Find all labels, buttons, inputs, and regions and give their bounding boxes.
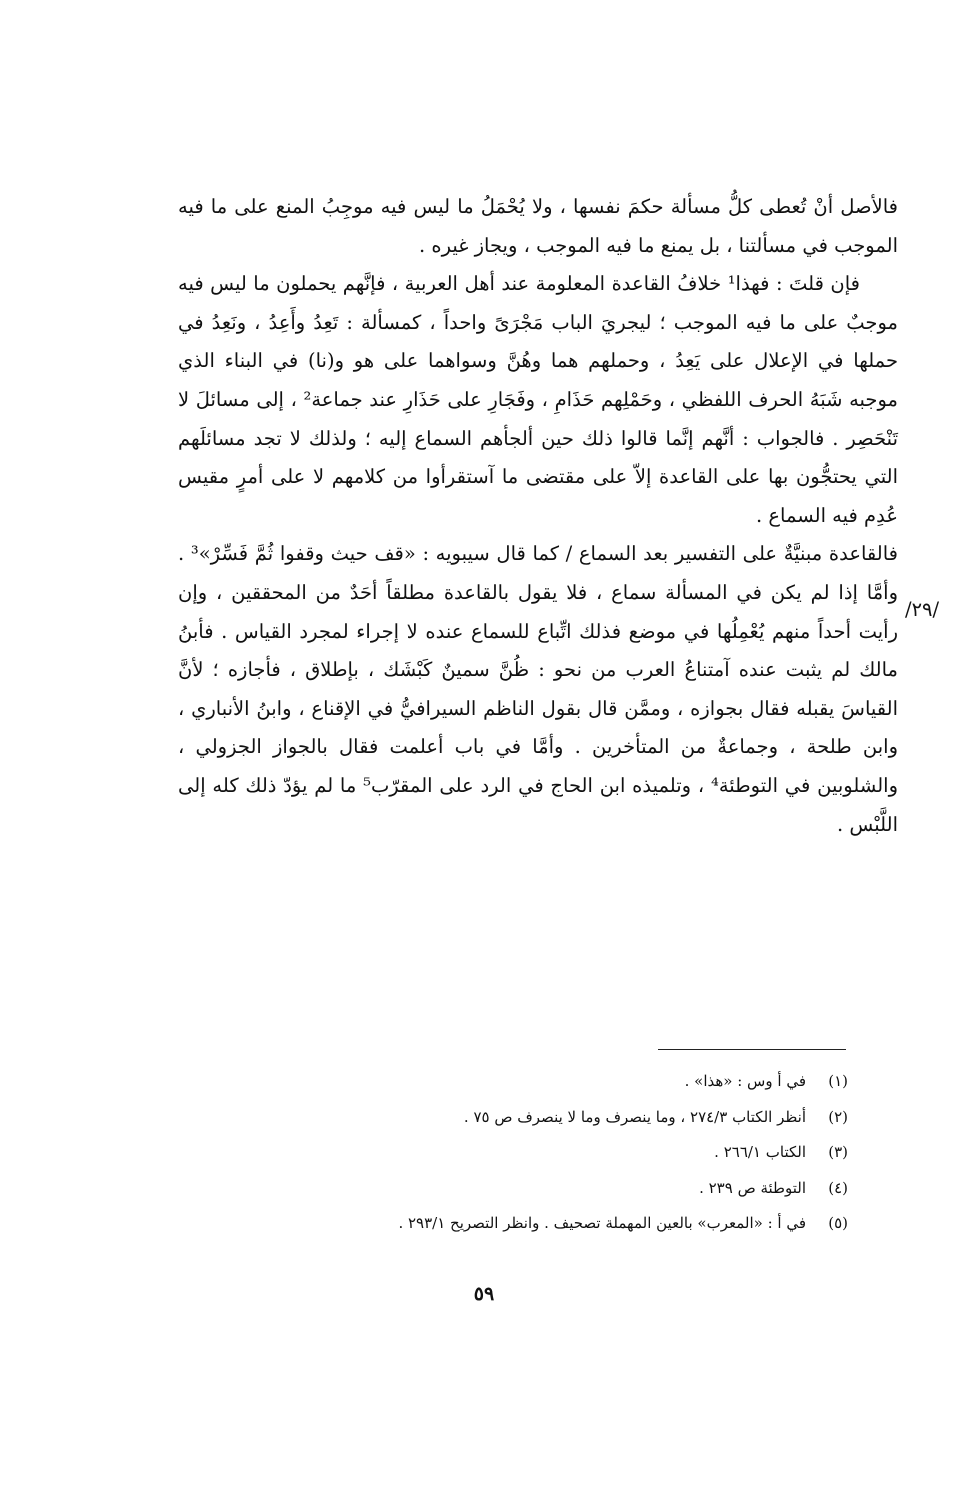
footnote-number: (٥) (828, 1214, 848, 1232)
paragraph-3: فالقاعدة مبنيَّةٌ على التفسير بعد السماع / كما قال سيبويه : «قف حيث وقفوا ثُمَّ فَسِّرْ»³ . وأمَّا إذا لم يكن في المسألة سماع ، فلا يقول بالقاعدة مطلقاً أحَدٌ من المحققين ، وإن رأيت أحداً منهم يُعْمِلُها في موضع فذلك اتِّباع للسماع عنده لا إجراء لمجرد القياس . فأبنُ مالك لم يثبت عنده آمتناعُ العرب من نحو : ظُنَّ سمينٌ كَبْشَك ، بإطلاق ، فأجازه ؛ لأنَّ القياسَ يقبله فقال بجوازه ، وممَّن قال بقول الناظم السيرافيُّ في الإقناع ، وابنُ الأنباري ، وابن طلحة ، وجماعةٌ من المتأخرين . وأمَّا في باب أعلمت فقال بالجواز الجزولي ، والشلوبين في التوطئة⁴ ، وتلميذه ابن الحاج في الرد على المقرّب⁵ ما لم يؤدّ ذلك كله إلى اللَّبْس . (178, 542, 899, 836)
footnote-number: (١) (828, 1072, 848, 1090)
footnote-text: أنظر الكتاب ٢٧٤/٣ ، وما ينصرف وما لا ينصرف ص ٧٥ . (463, 1107, 806, 1126)
footnote-text: في أ وس : «هذا» . (684, 1072, 806, 1090)
footnote-text: الكتاب ٢٦٦/١ . (714, 1143, 806, 1161)
footnote-number: (٤) (828, 1178, 848, 1197)
footnote-1 (300, 1064, 848, 1100)
footnote-2 (300, 1100, 848, 1136)
footnote-5 (300, 1206, 848, 1242)
footnote-text: في أ : «المعرب» بالعين المهملة تصحيف . وانظر التصريح ٢٩٣/١ . (398, 1214, 806, 1232)
footnote-divider (658, 1049, 846, 1050)
footnote-number: (٣) (828, 1143, 848, 1161)
paragraph-2: فإن قلتَ : فهذا¹ خلافُ القاعدة المعلومة عند أهل العربية ، فإنَّهم يحملون ما ليس فيه موجبٌ على ما فيه الموجب ؛ ليجريَ الباب مَجْرَىً واحداً ، كمسألة : تَعِدُ وأَعِدُ ، ونَعِدُ في حملها في الإعلال على يَعِدُ ، وحملهم هما وهُنَّ وسواهما على هو و(نا) في البناء الذي موجبه شَبَهُ الحرف اللفظي ، وحَمْلِهم حَذَامِ ، وفَجَارِ على حَذَارِ عند جماعة² ، إلى مسائلَ لا تَنْحَصِر . فالجواب : أنَّهم إنَّما قالوا ذلك حين ألجأهم السماع إليه ؛ ولذلك لا تجد مسائلَهم التي يحتجُّون بها على القاعدة إلاّ على مقتضى ما آستقرأوا من كلامهم لا على أمرٍ مقيس عُدِم فيه السماع . (178, 272, 898, 527)
footnote-text: التوطئة ص ٢٣٩ . (699, 1178, 806, 1197)
body-text (178, 188, 898, 844)
margin-folio-note: /٢٩/ (905, 598, 940, 621)
footnote-number: (٢) (828, 1107, 848, 1126)
footnotes (300, 1064, 848, 1242)
paragraph-1: فالأصل أنْ تُعطى كلُّ مسألة حكمَ نفسها ، ولا يُحْمَلُ ما ليس فيه موجِبُ المنع على ما فيه الموجب في مسألتنا ، بل يمنع ما فيه الموجب ، ويجاز غيره . (178, 195, 898, 257)
footnote-3 (300, 1135, 848, 1171)
page-number: ٥٩ (473, 1283, 495, 1305)
footnote-4 (300, 1171, 848, 1207)
